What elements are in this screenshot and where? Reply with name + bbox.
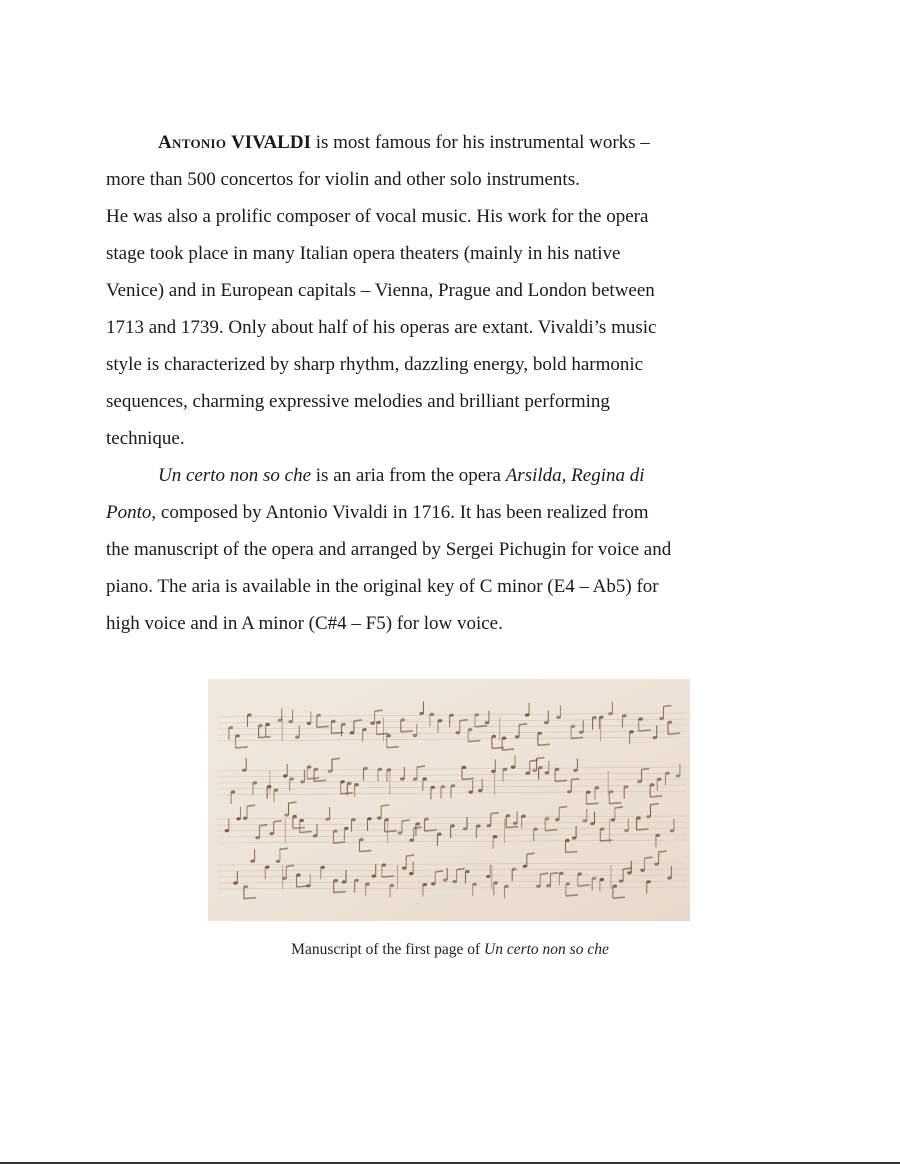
text-line: sequences, charming expressive melodies and brilliant performing <box>106 391 610 412</box>
caption-text: Manuscript of the first page of <box>291 941 484 958</box>
text-line: He was also a prolific composer of vocal music. His work for the opera <box>106 206 649 227</box>
text-line: the manuscript of the opera and arranged by Sergei Pichugin for voice and <box>106 539 672 560</box>
text-line <box>106 494 806 531</box>
text-fragment: is most famous for his instrumental works – <box>310 132 650 153</box>
text-line: piano. The aria is available in the original key of C minor (E4 – Ab5) for <box>106 576 659 597</box>
opera-title-continued: Ponto <box>106 502 152 523</box>
paragraph-aria-description <box>106 457 806 642</box>
text-line: more than 500 concertos for violin and other solo instruments. <box>106 169 580 190</box>
text-fragment: is an aria from the opera <box>311 465 506 486</box>
figure-caption <box>0 941 900 959</box>
text-line: stage took place in many Italian opera theaters (mainly in his native <box>106 243 621 264</box>
composer-first-name: Antonio <box>158 132 227 153</box>
text-fragment: , composed by Antonio Vivaldi in 1716. It has been realized from <box>151 502 649 523</box>
manuscript-image <box>208 679 690 921</box>
opera-title: Arsilda, Regina di <box>505 465 645 486</box>
manuscript-figure <box>208 679 690 921</box>
aria-title: Un certo non so che <box>158 465 312 486</box>
text-line: 1713 and 1739. Only about half of his operas are extant. Vivaldi’s music <box>106 317 657 338</box>
text-line: style is characterized by sharp rhythm, dazzling energy, bold harmonic <box>106 354 644 375</box>
composer-last-name: VIVALDI <box>231 132 311 153</box>
body-text <box>106 124 806 642</box>
text-line <box>106 124 806 161</box>
text-line: technique. <box>106 428 185 449</box>
text-line <box>106 457 806 494</box>
text-line: Venice) and in European capitals – Vienna, Prague and London between <box>106 280 655 301</box>
text-line: high voice and in A minor (C#4 – F5) for low voice. <box>106 613 503 634</box>
caption-aria-title: Un certo non so che <box>484 941 609 958</box>
paragraph-vivaldi-bio <box>106 124 806 457</box>
